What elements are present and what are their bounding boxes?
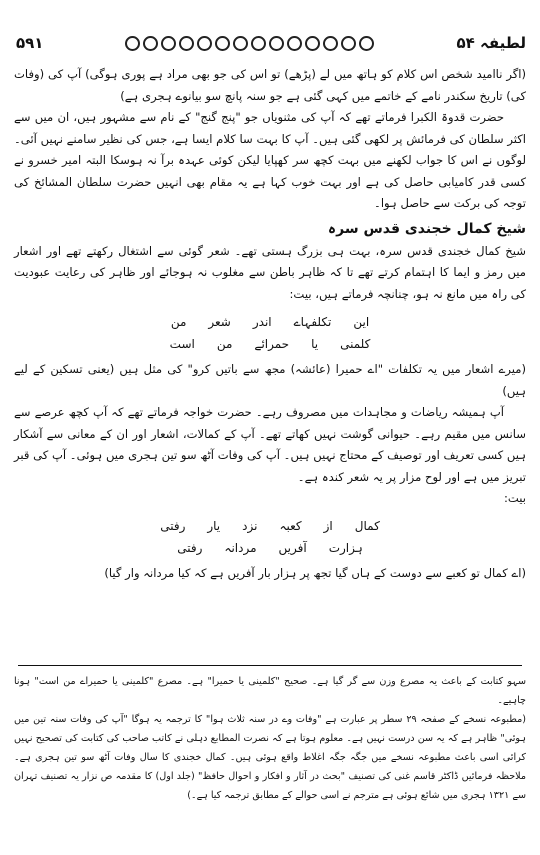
verse-word: ہزارت (328, 541, 363, 555)
verse-word: یا (311, 337, 319, 351)
paragraph: (میرے اشعار میں یہ تکلفات "اے حمیرا (عائشہ) مجھ سے باتیں کرو" کی مثل ہیں (یعنی تسکین کے لیے ہیں) (14, 362, 526, 398)
verse-word: کلمنی (340, 337, 371, 351)
verse-block (14, 311, 526, 355)
paragraph: حضرت قدوۃ الکبرا فرماتے تھے کہ آپ کی مثنویاں جو "پنج گنج" کے نام سے مشہور ہیں، ان میں سے اکثر سلطان کی فرمائش پر لکھی گئی ہیں۔ آپ کا بہت سا کلام ایسا ہے، جس کی نظیر سامنے نہیں آئی۔ لوگوں نے اس کا جواب لکھنے میں بہت کچھ سر کھپایا لیکن کوئی عہدہ برآ نہ ہوسکا البتہ امیر خسرو نے کسی قدر کامیابی حاصل کی ہے اور بہت خوب کہا ہے یہ مقام بھی انہیں حضرت سلطان المشائخ کی توجہ کی برکت سے حاصل ہوا۔ (14, 110, 526, 210)
verse-label: بیت: (503, 491, 526, 505)
verse-word: شعر (208, 315, 231, 329)
page-header (16, 30, 526, 56)
verse-word: کعبہ (279, 519, 302, 533)
verse-word: این (353, 315, 370, 329)
verse-block (14, 515, 526, 559)
verse-word: است (169, 337, 195, 351)
verse-line (14, 537, 526, 559)
verse-word: رفتی (160, 519, 186, 533)
paragraph: آپ ہمیشہ ریاضات و مجاہدات میں مصروف رہے۔ حضرت خواجہ فرماتے تھے کہ آپ کچھ عرصے سے سانس میں مقیم رہے۔ حیوانی گوشت نہیں کھاتے تھے۔ آپ کے کمالات، اشعار اور ان کے معانی سے آشکار ہیں کسی تعریف اور توصیف کے محتاج نہیں ہیں۔ آپ کی وفات آٹھ سو تین ہجری میں ہوئی۔ آپ کی قبر تبریز میں ہے اور لوح مزار پر یہ شعر کندہ ہے۔ (14, 405, 526, 484)
verse-word: من (170, 315, 187, 329)
section-label: لطیفہ ۵۴ (456, 34, 526, 52)
section-heading: شیخ کمال خجندی قدس سرہ (327, 220, 526, 237)
verse-word: رفتی (177, 541, 203, 555)
footnotes (14, 672, 526, 805)
verse-line (14, 333, 526, 355)
verse-word: از (323, 519, 333, 533)
paragraph: (اگر ناامید شخص اس کلام کو ہاتھ میں لے (پڑھے) تو اس کی جو بھی مراد ہے پوری ہوگی) آپ کی (وفات کی) تاریخ سکندر نامے کے خاتمے میں کہی گئی ہے جو سنہ پانچ سو بیانوے ہجری ہے) (14, 67, 526, 103)
verse-line (14, 311, 526, 333)
verse-word: مردانہ (224, 541, 257, 555)
verse-line (14, 515, 526, 537)
ornament-chain (124, 36, 375, 51)
verse-word: حمرائے (254, 337, 290, 351)
verse-word: نزد (242, 519, 258, 533)
verse-word: من (216, 337, 233, 351)
footnote: (مطبوعہ نسخے کے صفحہ ۲۹ سطر پر عبارت ہے "وفات وے در سنہ ثلاث ہوا" کا ترجمہ یہ ہوگا "آپ کی وفات سنہ تین میں ہوئی" ظاہر ہے کہ یہ سن درست نہیں ہے۔ معلوم ہوتا ہے کہ نصرت المطابع دہلی نے کاتب صاحب کی کتابت کی تصحیح نہیں کرائی اسی باعث مطبوعہ نسخے میں جگہ جگہ اغلاط واقع ہوئی ہیں۔ کمال خجندی کا سال وفات آٹھ سو تین ہجری ہے۔ ملاحظہ فرمائیں ڈاکٹر قاسم غنی کی تصنیف "بحث در آثار و افکار و احوال حافظ" (جلد اول) کا مقدمہ ص نزار یہ تصنیف تہران سے ۱۳۲۱ ہجری میں شائع ہوئی ہے مترجم نے اسی حوالے کے مطابق ترجمہ کیا ہے۔) (14, 714, 526, 801)
paragraph: شیخ کمال خجندی قدس سرہ، بہت ہی بزرگ ہستی تھے۔ شعر گوئی سے اشتغال رکھتے تھے اور اشعار میں رمز و ایما کا اہتمام کرتے تھے تا کہ ظاہر باطن سے مغلوب نہ ہوجائے اور ظاہر کی رعایت عبودیت کی راہ میں مانع نہ ہو، چنانچہ فرماتے ہیں، بیت: (14, 243, 526, 301)
footnote: سہو کتابت کے باعث یہ مصرع وزن سے گر گیا ہے۔ صحیح "کلمینی یا حمیرا" ہے۔ مصرع "کلمینی یا حمیراے من است" ہونا چاہیے۔ (14, 676, 526, 706)
footnote-divider (18, 665, 522, 666)
verse-word: کمال (354, 519, 380, 533)
verse-word: یار (207, 519, 221, 533)
verse-word: اندر (252, 315, 272, 329)
paragraph: (اے کمال تو کعبے سے دوست کے ہاں گیا تجھ پر ہزار بار آفریں ہے کہ کیا مردانہ وار گیا) (104, 566, 526, 580)
verse-word: تکلفہاے (293, 315, 332, 329)
page-number: ۵۹۱ (16, 34, 44, 52)
verse-word: آفریں (278, 541, 307, 555)
page-body (14, 64, 526, 585)
